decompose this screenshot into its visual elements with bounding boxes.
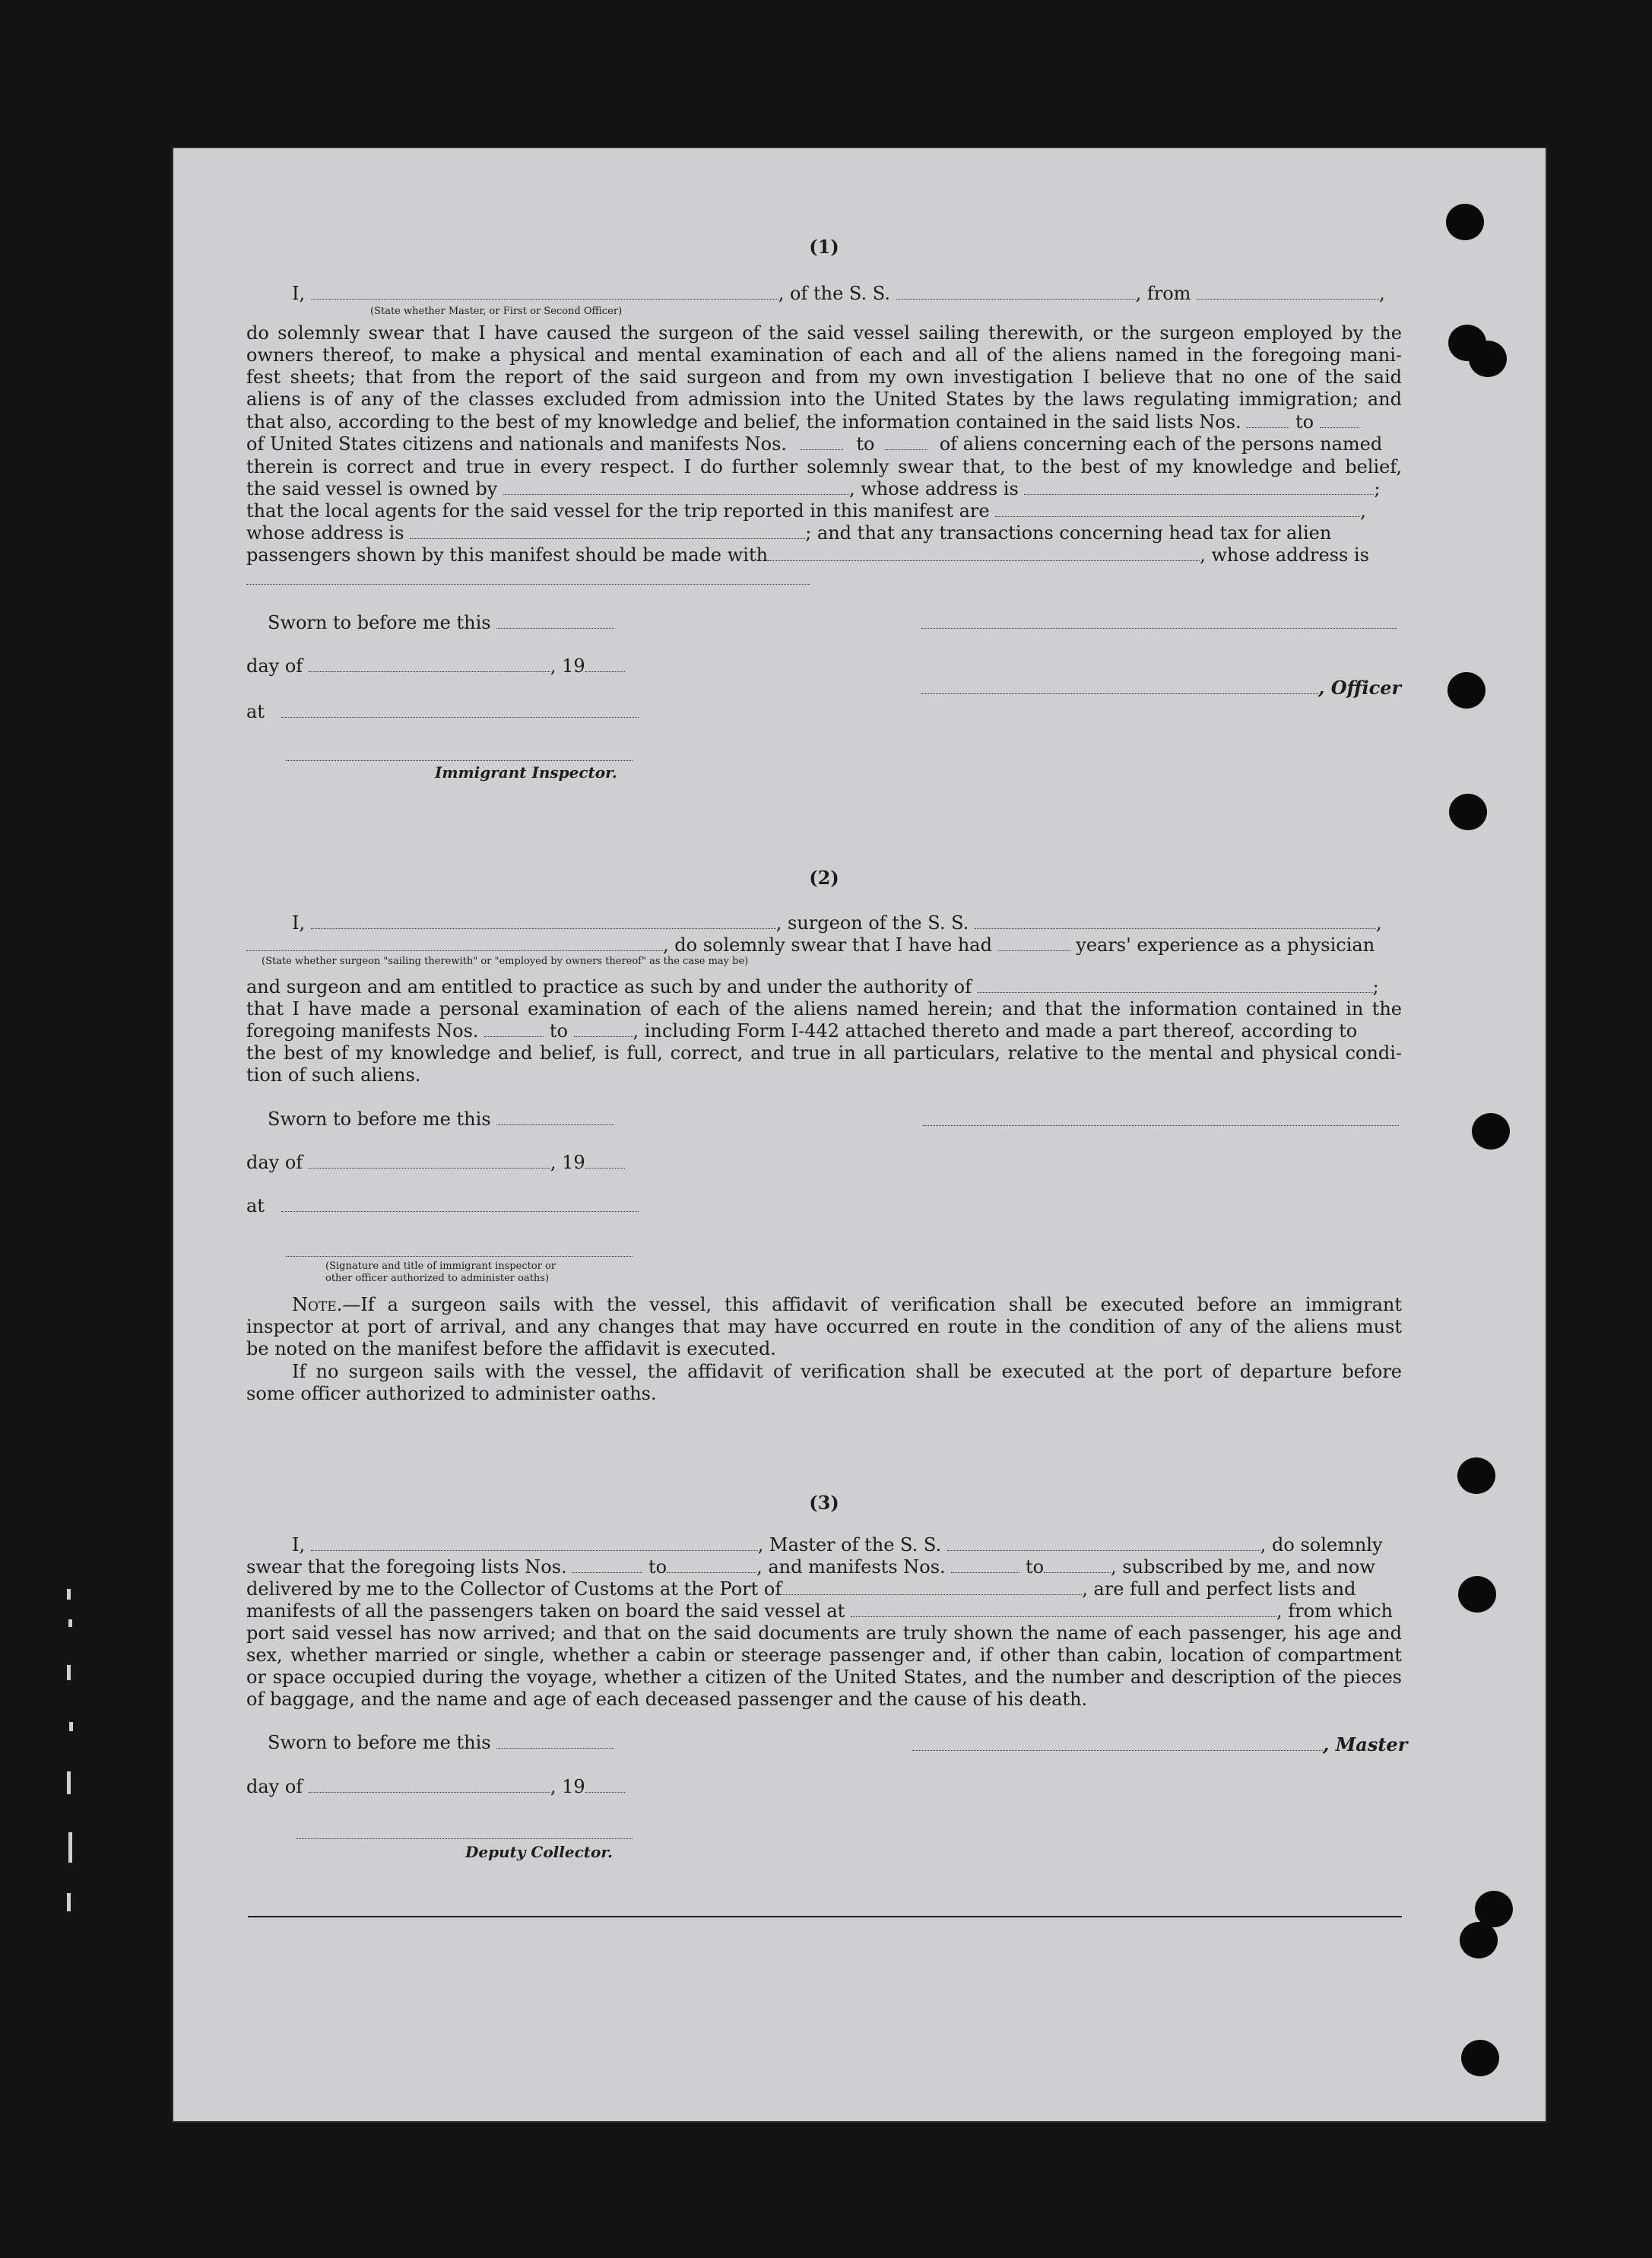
oath-line: that also, according to the best of my knowledge and belief, the information contained in the said lists Nos. to xyxy=(246,411,1402,433)
oath-line: that I have made a personal examination of each of the aliens named herein; and that the information contained in the xyxy=(246,998,1402,1020)
at-row: at xyxy=(246,701,1402,723)
collector-signature-field[interactable] xyxy=(296,1838,633,1839)
punch-hole xyxy=(1446,204,1484,240)
oath-line: the best of my knowledge and belief, is full, correct, and true in all particulars, relative to the mental and physical condi- xyxy=(246,1042,1402,1064)
authority-field[interactable] xyxy=(978,977,1373,993)
manifests-from-field[interactable] xyxy=(951,1557,1019,1573)
day-field[interactable] xyxy=(309,1153,550,1169)
oath-line: owners thereof, to make a physical and mental examination of each and all of the aliens named in the foregoing mani- xyxy=(246,344,1402,366)
lists-to-field[interactable] xyxy=(1320,412,1359,428)
oath-line: manifests of all the passengers taken on board the said vessel at , from which xyxy=(246,1600,1393,1622)
day-row: day of , 19 xyxy=(246,655,1402,677)
note-line: some officer authorized to administer oaths. xyxy=(246,1383,657,1404)
oath-line: do solemnly swear that I have caused the surgeon of the said vessel sailing therewith, or the surgeon employed by the xyxy=(246,322,1402,344)
agents-address-field[interactable] xyxy=(410,523,805,539)
manifests-to-field[interactable] xyxy=(885,434,927,450)
oath-line: aliens is of any of the classes excluded from admission into the United States by the laws regulating immigration; and xyxy=(246,388,1402,410)
head-tax-address-field[interactable] xyxy=(246,584,810,585)
manifests-to-field[interactable] xyxy=(1044,1557,1111,1573)
film-specks xyxy=(67,1589,76,1939)
manifests-from-field[interactable] xyxy=(801,434,843,450)
master-signature-field[interactable] xyxy=(912,1735,1323,1751)
owner-address-field[interactable] xyxy=(1024,479,1374,495)
oath-line: whose address is ; and that any transactions concerning head tax for alien xyxy=(246,522,1332,544)
surgeon-status-field[interactable] xyxy=(246,935,663,951)
lists-from-field[interactable] xyxy=(1247,412,1289,428)
oath-line: therein is correct and true in every respect. I do further solemnly swear that, to the best of my knowledge and belief, xyxy=(246,456,1402,477)
section-number: (1) xyxy=(809,236,839,258)
sworn-date-field[interactable] xyxy=(496,613,614,629)
note-line: If no surgeon sails with the vessel, the affidavit of verification shall be executed at the port of departure before xyxy=(292,1361,1402,1382)
year-field[interactable] xyxy=(585,656,625,672)
punch-hole xyxy=(1469,341,1507,377)
lists-to-field[interactable] xyxy=(667,1557,756,1573)
day-row: day of , 19 xyxy=(246,1152,1402,1174)
oath-line: foregoing manifests Nos. to , including Form I-442 attached thereto and made a part thereof, according to xyxy=(246,1020,1358,1042)
official-signature-field[interactable] xyxy=(286,1256,633,1257)
manifests-to-field[interactable] xyxy=(574,1021,633,1037)
day-row: day of , 19 xyxy=(246,1776,1402,1798)
year-field[interactable] xyxy=(585,1153,625,1169)
field-hint: (State whether surgeon "sailing therewith" or "employed by owners thereof" as the case may be) xyxy=(262,956,749,967)
owner-field[interactable] xyxy=(503,479,849,495)
oath-line: of baggage, and the name and age of each deceased passenger and the cause of his death. xyxy=(246,1689,1088,1710)
oath-line: that the local agents for the said vessel for the trip reported in this manifest are , xyxy=(246,500,1366,522)
signature-hint: other officer authorized to administer oaths) xyxy=(325,1273,550,1284)
oath-line: or space occupied during the voyage, whether a citizen of the United States, and the number and description of the pieces xyxy=(246,1667,1402,1688)
note-line: be noted on the manifest before the affidavit is executed. xyxy=(246,1338,776,1359)
sworn-row: Sworn to before me this xyxy=(246,1108,1402,1131)
oath-line: fest sheets; that from the report of the said surgeon and from my own investigation I believe that no one of the said xyxy=(246,366,1402,388)
bottom-rule xyxy=(248,1916,1402,1917)
note-line: Note.—If a surgeon sails with the vessel, this affidavit of verification shall be executed before an immigrant xyxy=(292,1294,1402,1315)
surgeon-name-field[interactable] xyxy=(311,913,776,929)
day-field[interactable] xyxy=(309,656,550,672)
oath-line: the said vessel is owned by , whose address is ; xyxy=(246,478,1381,499)
punch-hole xyxy=(1449,794,1487,830)
sworn-date-field[interactable] xyxy=(496,1109,614,1125)
master-name-field[interactable] xyxy=(311,1535,758,1551)
surgeon-row: I, , surgeon of the S. S. , xyxy=(292,912,1382,934)
head-tax-party-field[interactable] xyxy=(768,545,1200,561)
local-agents-field[interactable] xyxy=(995,501,1360,517)
officer-signature-row: , Officer xyxy=(921,677,1402,699)
section-number: (2) xyxy=(809,867,839,889)
sworn-row: Sworn to before me this xyxy=(246,1732,1402,1754)
section-number: (3) xyxy=(809,1492,839,1514)
vessel-name-field[interactable] xyxy=(947,1535,1260,1551)
officer-name-field[interactable] xyxy=(311,284,778,300)
oath-line: swear that the foregoing lists Nos. to , and manifests Nos. to , subscribed by me, and now xyxy=(246,1556,1375,1578)
collector-label: Deputy Collector. xyxy=(465,1843,614,1861)
oath-line: port said vessel has now arrived; and that on the said documents are truly shown the name of each passenger, his age and xyxy=(246,1622,1402,1644)
punch-hole xyxy=(1457,1457,1495,1494)
years-experience-field[interactable] xyxy=(998,935,1070,951)
punch-hole xyxy=(1458,1576,1496,1613)
port-field[interactable] xyxy=(782,1579,1082,1595)
boarding-port-field[interactable] xyxy=(851,1601,1276,1617)
signature-hint: (Signature and title of immigrant inspector or xyxy=(325,1261,556,1272)
oath-line: passengers shown by this manifest should be made with , whose address is xyxy=(246,544,1369,566)
oath-line: and surgeon and am entitled to practice as such by and under the authority of ; xyxy=(246,976,1379,997)
master-signature-row: , Master xyxy=(912,1733,1402,1755)
inspector-signature-field[interactable] xyxy=(286,760,633,761)
officer-signature-field[interactable] xyxy=(921,678,1318,694)
punch-hole xyxy=(1460,1922,1498,1958)
punch-hole xyxy=(1461,2040,1499,2076)
punch-hole xyxy=(1472,1113,1510,1150)
officer-row: I, , of the S. S. , from , xyxy=(292,283,1385,304)
place-field[interactable] xyxy=(281,1196,639,1212)
oath-line: of United States citizens and nationals and manifests Nos. to of aliens concerning each of the persons named xyxy=(246,433,1383,455)
vessel-name-field[interactable] xyxy=(975,913,1376,929)
oath-line: tion of such aliens. xyxy=(246,1064,421,1086)
punch-hole xyxy=(1447,672,1486,709)
oath-line: sex, whether married or single, whether a cabin or steerage passenger and, if other than cabin, location of compartment xyxy=(246,1644,1402,1666)
port-from-field[interactable] xyxy=(1197,284,1379,300)
field-hint: (State whether Master, or First or Second Officer) xyxy=(370,306,623,317)
sworn-date-field[interactable] xyxy=(496,1733,614,1749)
lists-from-field[interactable] xyxy=(572,1557,642,1573)
surgeon-row: , do solemnly swear that I have had years' experience as a physician xyxy=(246,934,1402,956)
manifests-from-field[interactable] xyxy=(484,1021,544,1037)
master-row: I, , Master of the S. S. , do solemnly xyxy=(292,1534,1383,1556)
note-line: inspector at port of arrival, and any changes that may have occurred en route in the condition of any of the aliens must xyxy=(246,1316,1402,1337)
vessel-name-field[interactable] xyxy=(896,284,1136,300)
oath-line: delivered by me to the Collector of Customs at the Port of , are full and perfect lists and xyxy=(246,1578,1356,1600)
sworn-row: Sworn to before me this xyxy=(246,612,1402,634)
day-field[interactable] xyxy=(309,1777,550,1793)
at-row: at xyxy=(246,1195,1402,1217)
surgeon-signature-field[interactable] xyxy=(923,1125,1399,1126)
master-signature-field[interactable] xyxy=(921,628,1397,629)
year-field[interactable] xyxy=(585,1777,625,1793)
inspector-label: Immigrant Inspector. xyxy=(435,763,617,782)
place-field[interactable] xyxy=(281,702,639,718)
